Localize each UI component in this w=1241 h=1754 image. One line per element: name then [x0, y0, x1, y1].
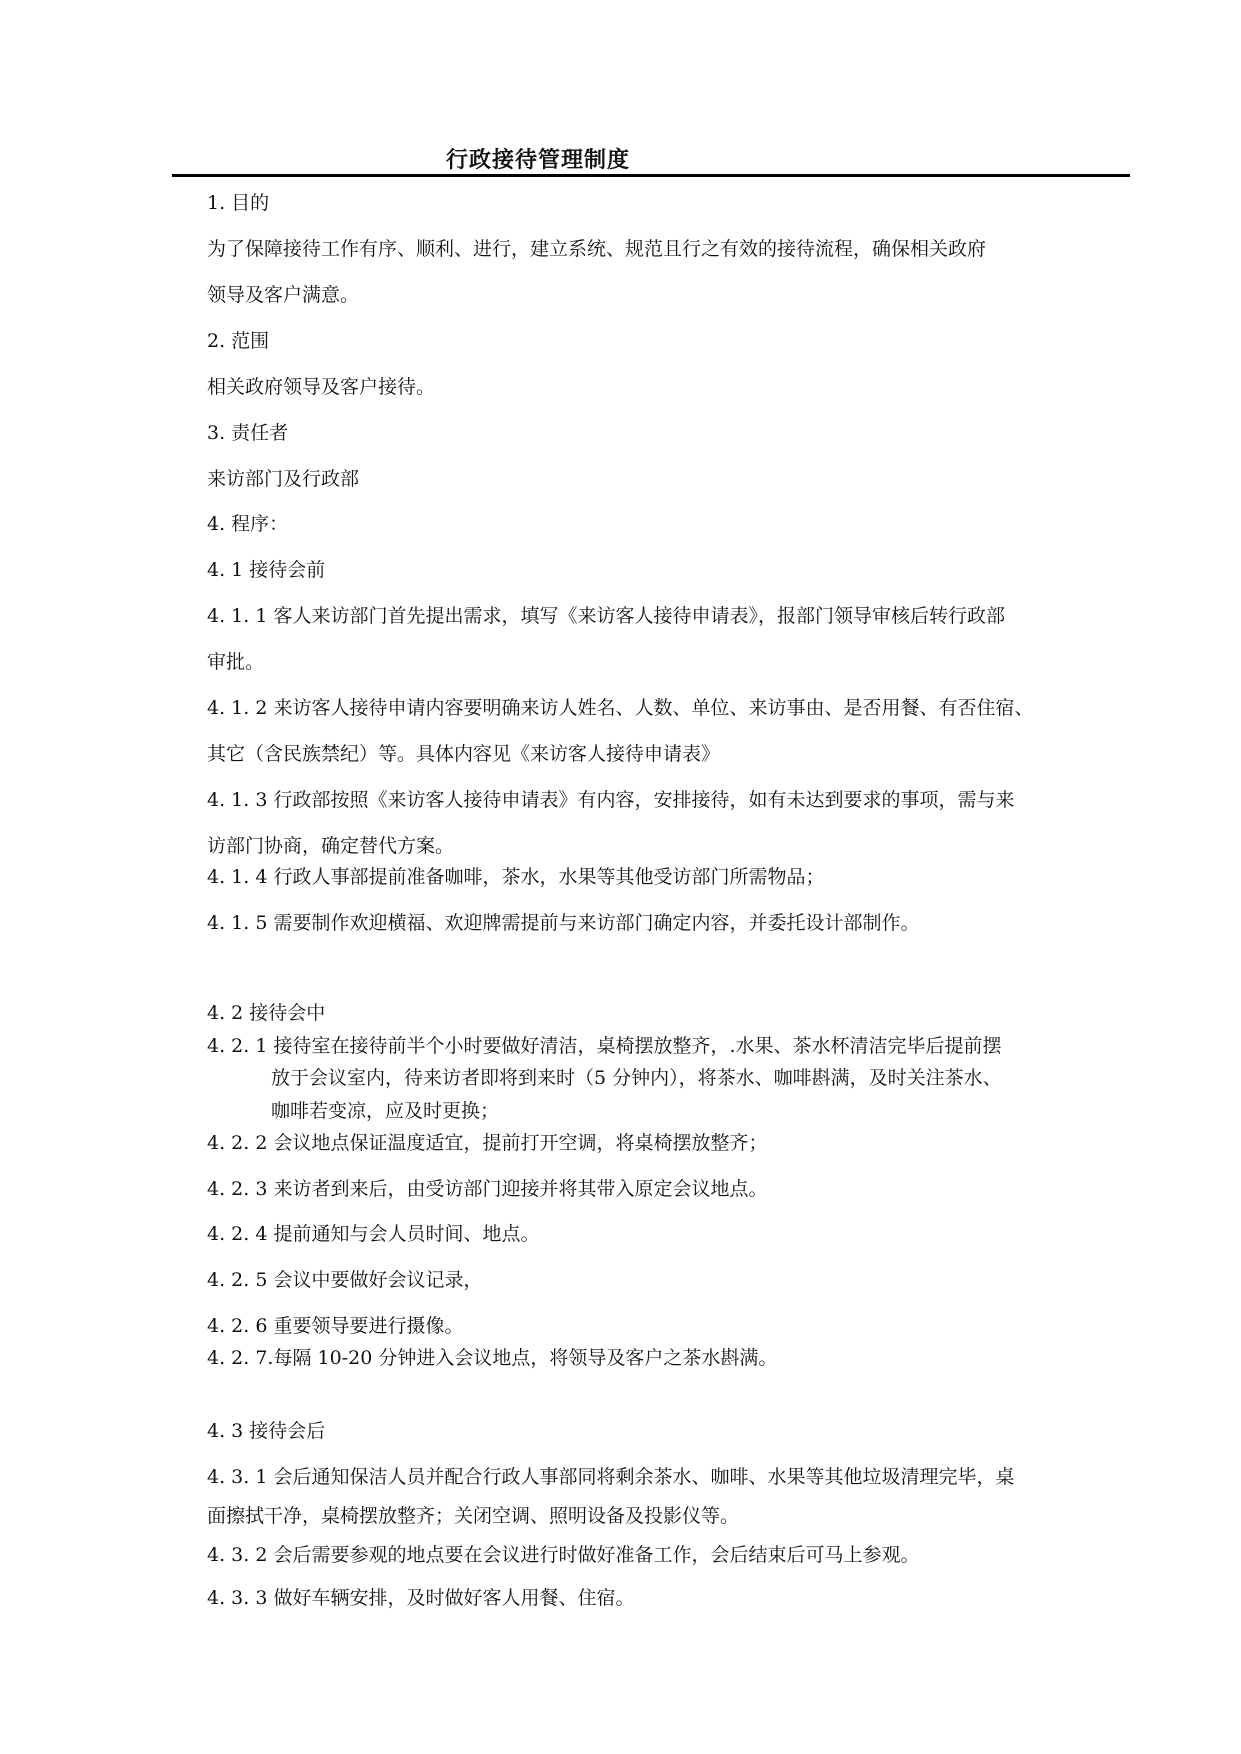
- document-title: 行政接待管理制度: [446, 147, 631, 173]
- responsible-text: 来访部门及行政部: [207, 468, 360, 490]
- item-4-1-1-line-1: 4. 1. 1 客人来访部门首先提出需求，填写《来访客人接待申请表》，报部门领导审核后转行政部: [207, 605, 1005, 627]
- title-rule: [172, 174, 1130, 177]
- item-4-2-1-line-1: 4. 2. 1 接待室在接待前半个小时要做好清洁，桌椅摆放整齐，.水果、茶水杯清洁完毕后提前摆: [207, 1035, 1002, 1057]
- item-4-3-3: 4. 3. 3 做好车辆安排，及时做好客人用餐、住宿。: [207, 1587, 635, 1609]
- item-4-3-1-line-2: 面擦拭干净，桌椅摆放整齐；关闭空调、照明设备及投影仪等。: [207, 1505, 740, 1527]
- subsection-before-reception: 4. 1 接待会前: [207, 559, 326, 581]
- item-4-1-2-line-2: 其它（含民族禁纪）等。具体内容见《来访客人接待申请表》: [207, 743, 721, 765]
- item-4-1-3-line-1: 4. 1. 3 行政部按照《来访客人接待申请表》有内容，安排接待，如有未达到要求的事项，需与来: [207, 789, 1015, 811]
- section-heading-purpose: 1. 目的: [207, 192, 270, 214]
- item-4-2-3: 4. 2. 3 来访者到来后，由受访部门迎接并将其带入原定会议地点。: [207, 1178, 768, 1200]
- scope-text: 相关政府领导及客户接待。: [207, 376, 436, 398]
- purpose-text-line-1: 为了保障接待工作有序、顺利、进行，建立系统、规范且行之有效的接待流程，确保相关政府: [207, 238, 987, 260]
- purpose-text-line-2: 领导及客户满意。: [207, 284, 360, 306]
- item-4-3-2: 4. 3. 2 会后需要参观的地点要在会议进行时做好准备工作，会后结束后可马上参观。: [207, 1544, 920, 1566]
- item-4-1-2-line-1: 4. 1. 2 来访客人接待申请内容要明确来访人姓名、人数、单位、来访事由、是否用餐、有否住宿、: [207, 697, 1034, 719]
- item-4-1-4: 4. 1. 4 行政人事部提前准备咖啡，茶水，水果等其他受访部门所需物品；: [207, 866, 825, 888]
- item-4-2-2: 4. 2. 2 会议地点保证温度适宜，提前打开空调，将桌椅摆放整齐；: [207, 1132, 768, 1154]
- item-4-2-4: 4. 2. 4 提前通知与会人员时间、地点。: [207, 1223, 540, 1245]
- subsection-after-reception: 4. 3 接待会后: [207, 1420, 326, 1442]
- section-heading-procedure: 4. 程序：: [207, 513, 289, 535]
- item-4-3-1-line-1: 4. 3. 1 会后通知保洁人员并配合行政人事部同将剩余茶水、咖啡、水果等其他垃圾清理完毕，桌: [207, 1466, 1015, 1488]
- item-4-1-5: 4. 1. 5 需要制作欢迎横福、欢迎牌需提前与来访部门确定内容，并委托设计部制作。: [207, 912, 920, 934]
- subsection-during-reception: 4. 2 接待会中: [207, 1002, 326, 1024]
- item-4-2-7: 4. 2. 7.每隔 10-20 分钟进入会议地点，将领导及客户之茶水斟满。: [207, 1347, 778, 1369]
- section-heading-responsible: 3. 责任者: [207, 422, 289, 444]
- section-heading-scope: 2. 范围: [207, 330, 270, 352]
- item-4-1-1-line-2: 审批。: [207, 651, 265, 673]
- item-4-1-3-line-2: 访部门协商，确定替代方案。: [207, 835, 455, 857]
- item-4-2-1-line-2: 放于会议室内，待来访者即将到来时（5 分钟内），将茶水、咖啡斟满，及时关注茶水、: [271, 1067, 1002, 1089]
- item-4-2-6: 4. 2. 6 重要领导要进行摄像。: [207, 1315, 464, 1337]
- item-4-2-1-line-3: 咖啡若变凉，应及时更换；: [271, 1100, 500, 1122]
- item-4-2-5: 4. 2. 5 会议中要做好会议记录，: [207, 1269, 483, 1291]
